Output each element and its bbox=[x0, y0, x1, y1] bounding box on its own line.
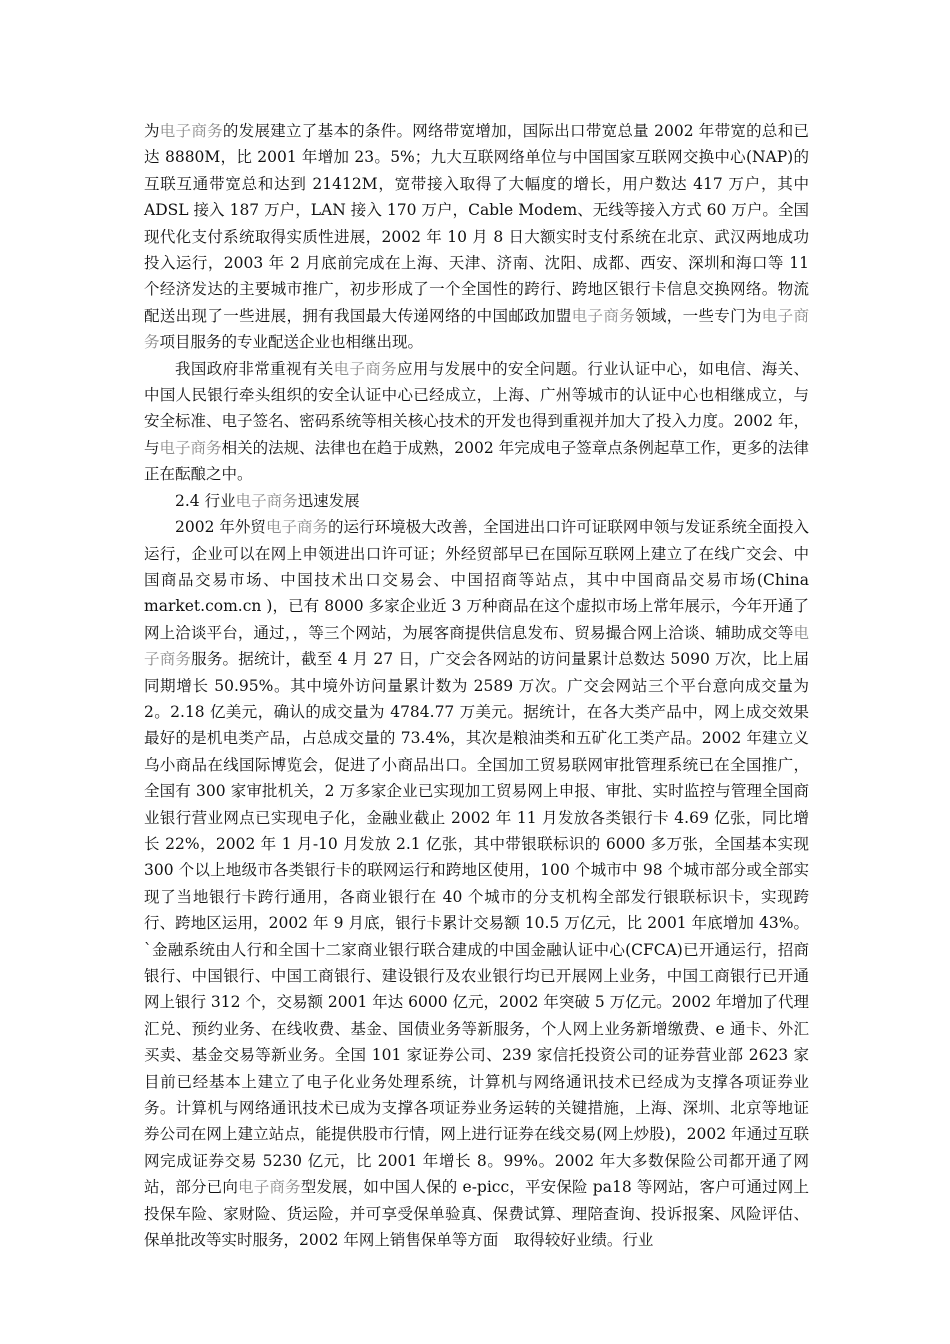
paragraph-security bbox=[144, 356, 809, 488]
document-page bbox=[144, 118, 809, 1253]
heading-text: 2.4 行业 bbox=[175, 491, 236, 510]
ecommerce-keyword: 电子商务 bbox=[235, 491, 298, 510]
ecommerce-keyword: 电子商务 bbox=[571, 306, 636, 325]
ecommerce-keyword: 电子商务 bbox=[159, 438, 222, 457]
text-segment: 的发展建立了基本的条件。网络带宽增加，国际出口带宽总量 2002 年带宽的总和已达 8880M，比 2001 年增加 23。5%；九大互联网络单位与中国国家互联网交换中心(NAP)的互联互通带宽总和达到 21412M，宽带接入取得了大幅度的增长，用户数达 417 万户，其中 ADSL 接入 187 万户，LAN 接入 170 万户，Cable Modem、无线等接入方式 60 万户。全国现代化支付系统取得实质性进展，2002 年 10 月 8 日大额实时支付系统在北京、武汉两地成功投入运行，2003 年 2 月底前完成在上海、天津、济南、沈阳、成都、西安、深圳和海口等 11 个经济发达的主要城市推广，初步形成了一个全国性的跨行、跨地区银行卡信息交换网络。物流配送出现了一些进展，拥有我国最大传递网络的中国邮政加盟 bbox=[144, 122, 809, 325]
text-segment: 项目服务的专业配送企业也相继出现。 bbox=[159, 333, 424, 352]
ecommerce-keyword: 电子商务 bbox=[144, 623, 809, 669]
text-segment: 为 bbox=[144, 122, 160, 140]
paragraph-infrastructure bbox=[144, 118, 809, 356]
text-segment: 的运行环境极大改善，全国进出口许可证联网申领与发证系统全面投入运行，企业可以在网上申领进出口许可证；外经贸部早已在国际互联网上建立了在线广交会、中国商品交易市场、中国技术出口交易会、中国招商等站点，其中中国商品交易市场(China market.com.cn )，已有 8000 多家企业近 3 万种商品在这个虚拟市场上常年展示，今年开通了网上洽谈平台，通过，，等三个网站，为展客商提供信息发布、贸易撮合网上洽谈、辅助成交等 bbox=[144, 518, 809, 642]
text-segment: 应用与发展中的安全问题。行业认证中心，如电信、海关、中国人民银行牵头组织的安全认证中心已经成立，上海、广州等城市的认证中心也相继成立，与安全标准、电子签名、密码系统等相关核心技术的开发也得到重视并加大了投入力度。2002 年，与 bbox=[144, 359, 809, 457]
ecommerce-keyword: 电子商务 bbox=[333, 359, 398, 378]
section-heading bbox=[144, 488, 809, 514]
paragraph-industry bbox=[144, 514, 809, 1253]
heading-text: 迅速发展 bbox=[297, 491, 360, 510]
text-segment: 型发展，如中国人保的 e-picc，平安保险 pa18 等网站，客户可通过网上投保车险、家财险、货运险，并可享受保单验真、保费试算、理陪查询、投诉报案、风险评估、保单批改等实时服务，2002 年网上销售保单等方面 取得较好业绩。行业 bbox=[144, 1178, 809, 1250]
ecommerce-keyword: 电子商务 bbox=[144, 306, 809, 352]
text-segment: 我国政府非常重视有关 bbox=[175, 359, 334, 378]
text-segment: 相关的法规、法律也在趋于成熟，2002 年完成电子签章点条例起草工作，更多的法律正在酝酿之中。 bbox=[144, 438, 809, 484]
ecommerce-keyword: 电子商务 bbox=[265, 518, 329, 537]
text-segment: 领域，一些专门为 bbox=[635, 306, 762, 325]
text-segment: 服务。据统计，截至 4 月 27 日，广交会各网站的访问量累计总数达 5090 万次，比上届同期增长 50.95%。其中境外访问量累计数为 2589 万次。广交会网站三个平台意向成交量为 2。2.18 亿美元，确认的成交量为 4784.77 万美元。据统计，在各大类产品中，网上成交效果最好的是机电类产品，占总成交量的 73.4%，其次是粮油类和五矿化工类产品。2002 年建立义乌小商品在线国际博览会，促进了小商品出口。全国加工贸易联网审批管理系统已在全国推广，全国有 300 家审批机关，2 万多家企业已实现加工贸易网上申报、审批、实时监控与管理全国商业银行营业网点已实现电子化，金融业截止 2002 年 11 月发放各类银行卡 4.69 亿张，同比增长 22%，2002 年 1 月-10 月发放 2.1 亿张，其中带银联标识的 6000 多万张，全国基本实现 300 个以上地级市各类银行卡的联网运行和跨地区使用，100 个城市中 98 个城市部分或全部实现了当地银行卡跨行通用，各商业银行在 40 个城市的分支机构全部发行银联标识卡，实现跨行、跨地区运用，2002 年 9 月底，银行卡累计交易额 10.5 万亿元，比 2001 年底增加 43%。`金融系统由人行和全国十二家商业银行联合建成的中国金融认证中心(CFCA)已开通运行，招商银行、中国银行、中国工商银行、建设银行及农业银行均已开展网上业务，中国工商银行已开通网上银行 312 个，交易额 2001 年达 6000 亿元，2002 年突破 5 万亿元。2002 年增加了代理汇兑、预约业务、在线收费、基金、国债业务等新服务，个人网上业务新增缴费、e 通卡、外汇买卖、基金交易等新业务。全国 101 家证券公司、239 家信托投资公司的证券营业部 2623 家目前已经基本上建立了电子化业务处理系统，计算机与网络通讯技术已经成为支撑各项证券业务。计算机与网络通讯技术已成为支撑各项证券业务运转的关键措施，上海、深圳、北京等地证券公司在网上建立站点，能提供股市行情，网上进行证券在线交易(网上炒股)，2002 年通过互联网完成证券交易 5230 亿元，比 2001 年增长 8。99%。2002 年大多数保险公司都开通了网站，部分已向 bbox=[144, 650, 810, 1197]
ecommerce-keyword: 电子商务 bbox=[238, 1178, 301, 1197]
ecommerce-keyword: 电子商务 bbox=[159, 122, 223, 140]
text-segment: 2002 年外贸 bbox=[175, 518, 266, 537]
